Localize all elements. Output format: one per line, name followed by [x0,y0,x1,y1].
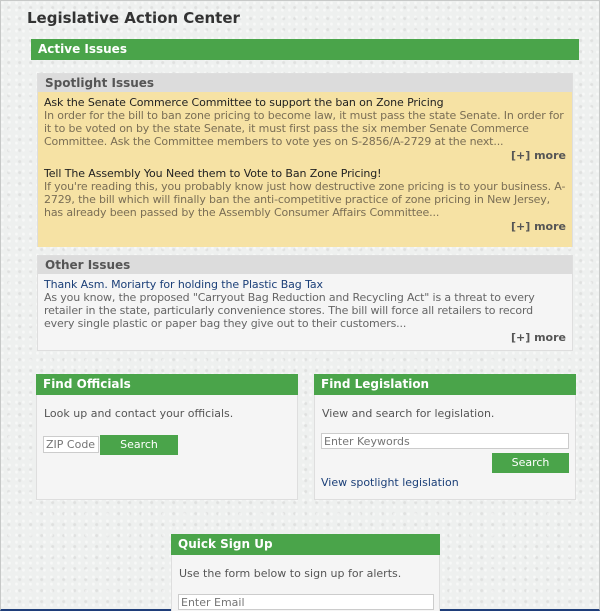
other-issue [44,278,566,345]
issue-description: If you're reading this, you probably know just how destructive zone pricing is to your business. A-2729, the bill which will finally ban the anti-competitive practice of zone pricing in New Jersey, has already been passed by the Assembly Consumer Affairs Committee... [44,180,566,219]
issue-title-link[interactable]: Tell The Assembly You Need them to Vote to Ban Zone Pricing! [44,167,382,180]
spotlight-issues-header: Spotlight Issues [38,74,572,92]
other-issues-header: Other Issues [38,256,572,274]
more-link[interactable]: [+] more [510,149,566,162]
email-input[interactable] [178,594,434,610]
quick-signup-text: Use the form below to sign up for alerts. [179,567,402,580]
find-officials-text: Look up and contact your officials. [44,407,234,420]
quick-signup-panel [171,534,440,611]
find-legislation-panel [314,374,576,500]
spotlight-legislation-link[interactable]: View spotlight legislation [321,476,459,489]
quick-signup-header: Quick Sign Up [171,534,440,555]
keywords-input[interactable] [321,433,569,449]
spotlight-issue [44,167,566,234]
issue-title-link[interactable]: Thank Asm. Moriarty for holding the Plastic Bag Tax [44,278,323,291]
find-officials-panel [36,374,298,500]
more-link[interactable]: [+] more [510,220,566,233]
spotlight-issues-panel [37,73,573,247]
officials-search-button[interactable]: Search [100,435,178,455]
active-issues-header: Active Issues [31,39,579,60]
issue-title-link[interactable]: Ask the Senate Commerce Committee to support the ban on Zone Pricing [44,96,444,109]
spotlight-issues-list [38,92,572,247]
issue-description: In order for the bill to ban zone pricing to become law, it must pass the state Senate. In order for it to be voted on by the state Senate, it must first pass the six member Senate Commerce Committee. Ask the Committee members to vote yes on S-2856/A-2729 at the next... [44,109,564,148]
page-title: Legislative Action Center [27,9,240,27]
find-legislation-header: Find Legislation [314,374,576,395]
other-issues-list [38,274,572,345]
more-link[interactable]: [+] more [510,331,566,344]
legislation-search-button[interactable]: Search [492,453,569,473]
spotlight-issue [44,96,566,163]
find-officials-header: Find Officials [36,374,298,395]
issue-description: As you know, the proposed "Carryout Bag Reduction and Recycling Act" is a threat to every retailer in the state, particularly convenience stores. The bill will force all retailers to record every single plastic or paper bag they give out to their customers... [44,291,535,330]
find-legislation-text: View and search for legislation. [322,407,495,420]
zip-code-input[interactable] [43,436,99,453]
other-issues-panel [37,255,573,351]
